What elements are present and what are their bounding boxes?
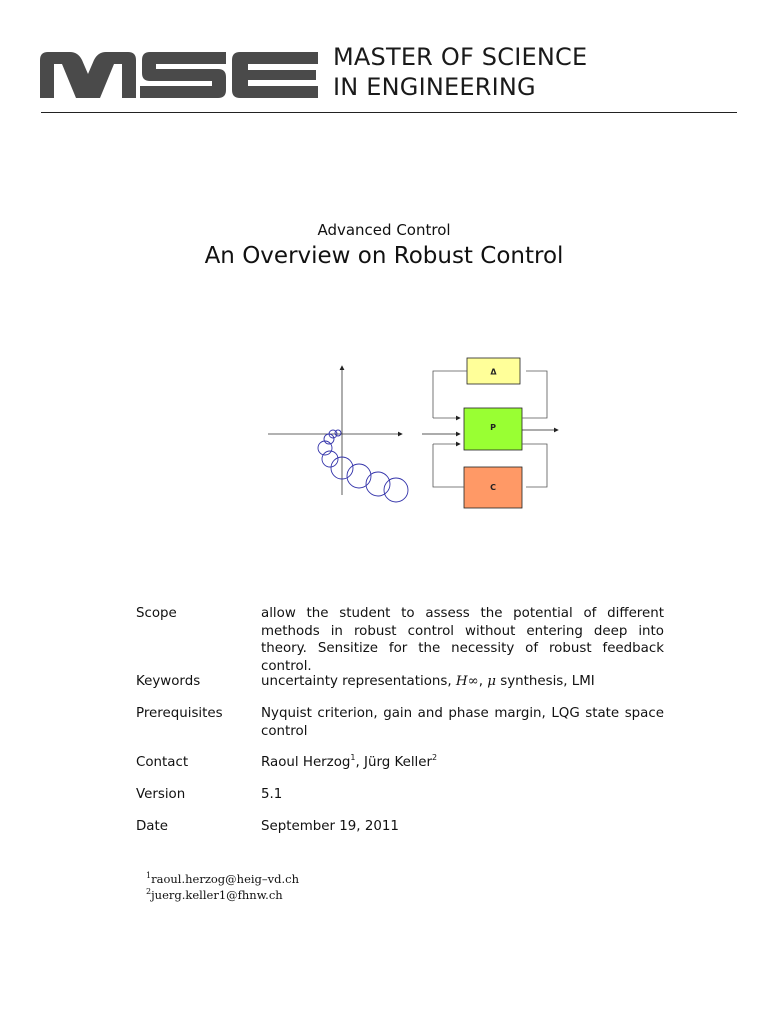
- title-figure: [262, 350, 572, 520]
- keywords-post: synthesis, LMI: [500, 674, 595, 689]
- contact-name-2: Jürg Keller: [364, 755, 433, 770]
- keywords-text: [261, 673, 664, 691]
- header-rule: [41, 112, 737, 113]
- program-line-1: MASTER OF SCIENCE: [333, 43, 588, 71]
- contact-separator: ,: [355, 755, 365, 770]
- footnote-text: raoul.herzog@heig–vd.ch: [151, 872, 300, 886]
- date-value: September 19, 2011: [261, 819, 399, 834]
- keywords-hinf: H∞: [455, 674, 479, 689]
- version-value: 5.1: [261, 787, 283, 802]
- controller-label: C: [490, 483, 496, 492]
- header: [0, 0, 768, 120]
- contact-label: Contact: [136, 755, 189, 770]
- document-title: An Overview on Robust Control: [204, 243, 564, 269]
- mse-logo: [40, 40, 320, 100]
- scope-text: allow the student to assess the potential of different methods in robust control without entering deep into theory. Sensitize for the necessity of robust feedback control.: [261, 606, 664, 674]
- prerequisites-label: Prerequisites: [136, 706, 223, 721]
- keywords-pre: uncertainty representations,: [261, 674, 452, 689]
- keywords-mu: μ: [487, 674, 496, 689]
- footnote-mark: 2: [146, 887, 152, 896]
- footnote-mark: 1: [146, 871, 152, 880]
- contact-footnote-1: 1: [350, 753, 356, 762]
- prerequisites-text: Nyquist criterion, gain and phase margin, LQG state space control: [261, 706, 664, 739]
- date-label: Date: [136, 819, 169, 834]
- scope-label: Scope: [136, 606, 177, 621]
- plant-label: P: [490, 423, 496, 432]
- course-name: Advanced Control: [317, 221, 451, 239]
- contact-text: [261, 754, 664, 772]
- keywords-label: Keywords: [136, 674, 201, 689]
- footnote: [146, 887, 299, 903]
- keywords-sep: ,: [478, 674, 483, 689]
- version-label: Version: [136, 787, 186, 802]
- footnote-text: juerg.keller1@fhnw.ch: [151, 888, 283, 902]
- contact-footnote-2: 2: [432, 753, 438, 762]
- footnotes: [146, 871, 299, 903]
- program-name: [333, 42, 587, 102]
- contact-name-1: Raoul Herzog: [261, 755, 351, 770]
- uncertainty-circles: [318, 430, 408, 502]
- delta-label: Δ: [490, 367, 497, 377]
- program-line-2: IN ENGINEERING: [333, 73, 536, 101]
- footnote: [146, 871, 299, 887]
